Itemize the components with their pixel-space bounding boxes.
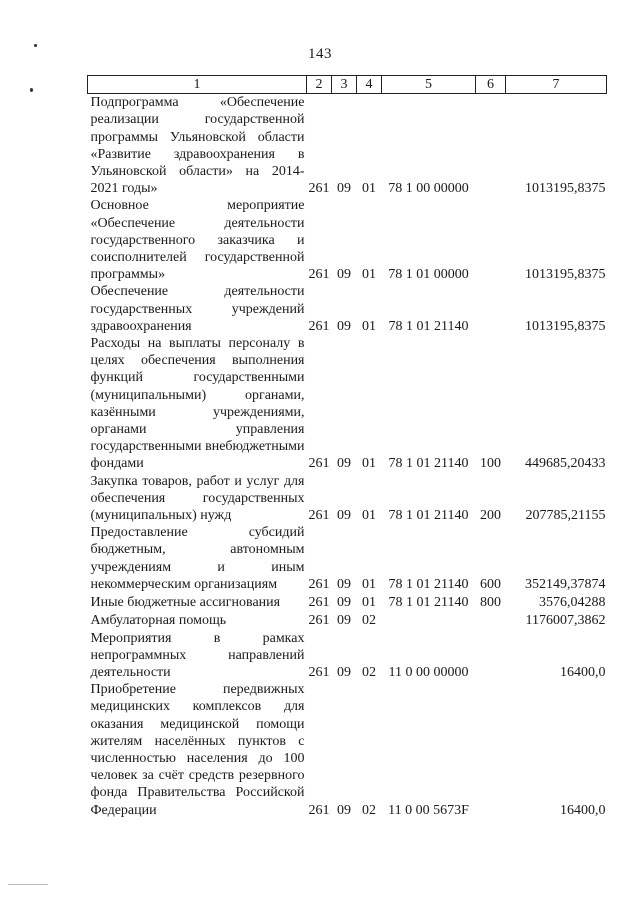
row-section: 09 — [337, 802, 351, 818]
header-row — [88, 76, 607, 94]
row-target-article: 78 1 00 00000 — [388, 181, 469, 197]
row-section: 09 — [337, 664, 351, 680]
row-amount: 352149,37874 — [525, 576, 606, 592]
row-section: 09 — [337, 456, 351, 472]
row-name: Подпрограмма «Обеспечение реализации государственной программы Ульяновской области «Развитие здравоохранения в Ульяновской области» на 2014-2021 годы» — [90, 95, 305, 197]
row-admin-code: 261 — [308, 595, 330, 611]
row-target-article — [382, 611, 476, 629]
table-row — [88, 611, 607, 629]
table-row — [88, 283, 607, 335]
row-subsection: 02 — [362, 802, 376, 818]
row-subsection: 02 — [362, 613, 376, 629]
table-row — [88, 335, 607, 473]
row-target-article: 78 1 01 21140 — [388, 508, 469, 524]
row-target-article: 11 0 00 5673F — [388, 802, 469, 818]
row-section: 09 — [337, 613, 351, 629]
row-amount: 1013195,8375 — [525, 267, 606, 283]
row-expense-type: 600 — [480, 576, 501, 592]
table-row — [88, 94, 607, 198]
row-amount: 1176007,3862 — [525, 613, 606, 629]
row-name: Закупка товаров, работ и услуг для обеспечения государственных (муниципальных) нужд — [90, 473, 305, 524]
row-subsection: 01 — [362, 576, 376, 592]
row-admin-code: 261 — [308, 181, 330, 197]
row-admin-code: 261 — [308, 664, 330, 680]
header-col-3: 3 — [332, 76, 357, 94]
row-admin-code: 261 — [308, 802, 330, 818]
row-section: 09 — [337, 595, 351, 611]
row-admin-code: 261 — [308, 508, 330, 524]
row-amount: 207785,21155 — [525, 508, 606, 524]
row-section: 09 — [337, 318, 351, 334]
row-section: 09 — [337, 576, 351, 592]
header-col-7: 7 — [506, 76, 607, 94]
row-subsection: 01 — [362, 508, 376, 524]
header-col-5: 5 — [382, 76, 476, 94]
row-amount: 16400,0 — [560, 664, 606, 680]
table-row — [88, 630, 607, 682]
table-row — [88, 473, 607, 525]
header-col-1: 1 — [88, 76, 307, 94]
row-amount: 449685,20433 — [525, 456, 606, 472]
row-target-article: 11 0 00 00000 — [388, 664, 469, 680]
table-row — [88, 681, 607, 819]
row-section: 09 — [337, 267, 351, 283]
budget-table — [87, 75, 607, 819]
row-name: Расходы на выплаты персоналу в целях обеспечения выполнения функций государственными (муниципальными) органами, казёнными учреждениями, органами управления государственными внебюджетными фондами — [90, 336, 305, 472]
row-subsection: 01 — [362, 267, 376, 283]
row-name: Амбулаторная помощь — [90, 613, 227, 629]
row-name: Мероприятия в рамках непрограммных направлений деятельности — [90, 630, 305, 680]
row-admin-code: 261 — [308, 318, 330, 334]
row-amount: 1013195,8375 — [525, 181, 606, 197]
table-row — [88, 524, 607, 593]
row-subsection: 02 — [362, 664, 376, 680]
row-subsection: 01 — [362, 456, 376, 472]
row-name: Основное мероприятие «Обеспечение деятельности государственного заказчика и соисполнителей государственной программы» — [90, 198, 305, 283]
row-target-article: 78 1 01 21140 — [388, 595, 469, 611]
row-target-article: 78 1 01 00000 — [388, 267, 469, 283]
header-col-6: 6 — [476, 76, 506, 94]
row-expense-type — [476, 94, 506, 198]
row-amount: 16400,0 — [560, 802, 606, 818]
row-admin-code: 261 — [308, 613, 330, 629]
row-expense-type — [476, 197, 506, 283]
row-admin-code: 261 — [308, 267, 330, 283]
row-amount: 1013195,8375 — [525, 318, 606, 334]
scan-speck — [34, 44, 37, 47]
row-expense-type: 800 — [480, 595, 501, 611]
header-col-2: 2 — [307, 76, 332, 94]
row-amount: 3576,04288 — [539, 595, 606, 611]
table-row — [88, 197, 607, 283]
row-expense-type — [476, 681, 506, 819]
row-expense-type: 100 — [480, 456, 501, 472]
row-subsection: 01 — [362, 595, 376, 611]
row-expense-type — [476, 611, 506, 629]
scan-speck — [30, 88, 33, 92]
row-target-article: 78 1 01 21140 — [388, 456, 469, 472]
row-expense-type — [476, 630, 506, 682]
row-expense-type — [476, 283, 506, 335]
row-target-article: 78 1 01 21140 — [388, 576, 469, 592]
header-col-4: 4 — [357, 76, 382, 94]
table-row — [88, 593, 607, 611]
row-admin-code: 261 — [308, 456, 330, 472]
page-number: 143 — [308, 46, 332, 62]
row-section: 09 — [337, 508, 351, 524]
row-section: 09 — [337, 181, 351, 197]
row-target-article: 78 1 01 21140 — [388, 318, 469, 334]
scan-mark — [8, 884, 48, 885]
row-subsection: 01 — [362, 318, 376, 334]
row-name: Иные бюджетные ассигнования — [90, 595, 281, 611]
row-name: Предоставление субсидий бюджетным, автономным учреждениям и иным некоммерческим организациям — [90, 525, 305, 592]
row-expense-type: 200 — [480, 508, 501, 524]
row-admin-code: 261 — [308, 576, 330, 592]
row-subsection: 01 — [362, 181, 376, 197]
row-name: Приобретение передвижных медицинских комплексов для оказания медицинской помощи жителям населённых пунктов с численностью населения до 100 человек за счёт средств резервного фонда Правительства Российской Федерации — [90, 682, 305, 818]
row-name: Обеспечение деятельности государственных учреждений здравоохранения — [90, 284, 305, 334]
